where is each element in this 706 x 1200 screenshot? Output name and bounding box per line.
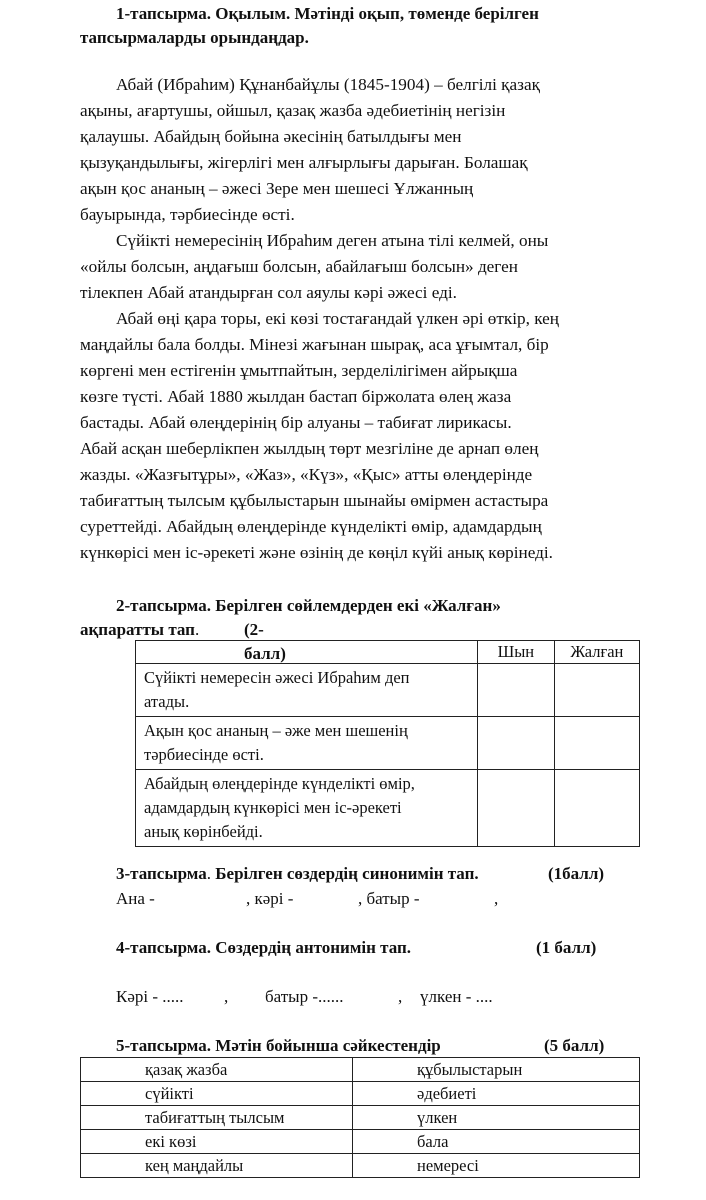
statement-cell (136, 770, 478, 847)
matching-table (80, 1057, 640, 1178)
task2-points: (2-балл) (244, 620, 286, 663)
statement-line: анық көрінбейді. (144, 822, 263, 841)
table-header-cell: Жалған (554, 641, 639, 664)
task3-heading-text: Берілген сөздердің синонимін тап. (211, 864, 479, 883)
task1-heading (116, 2, 539, 26)
text-line: бауырында, тәрбиесінде өсті. (80, 205, 295, 224)
text-line: «ойлы болсын, аңдағыш болсын, абайлағыш болсын» деген (80, 257, 518, 276)
table-row (136, 717, 640, 770)
text-line: Абай асқан шеберлікпен жылдың төрт мезгіліне де арнап өлең (80, 439, 539, 458)
task2-heading-cont (80, 618, 286, 663)
task3-heading (116, 864, 479, 884)
task2-heading (116, 594, 501, 618)
table-row (81, 1082, 640, 1106)
match-left-cell: табиғаттың тылсым (81, 1106, 353, 1130)
statement-line: атады. (144, 692, 190, 711)
text-line: суреттейді. Абайдың өлеңдерінде күнделікті өмір, адамдардың (80, 517, 542, 536)
table-row (81, 1106, 640, 1130)
statement-line: адамдардың күнкөрісі мен іс-әрекеті (144, 798, 402, 817)
answer-cell-true[interactable] (477, 664, 554, 717)
text-line: қалаушы. Абайдың бойына әкесінің батылдығы мен (80, 127, 462, 146)
task5-heading: 5-тапсырма. Мәтін бойынша сәйкестендір (116, 1036, 441, 1055)
text-line: жазды. «Жазғытұры», «Жаз», «Күз», «Қыс» атты өлеңдерінде (80, 465, 533, 484)
table-row (81, 1058, 640, 1082)
match-left-cell: сүйікті (81, 1082, 353, 1106)
answer-cell-false[interactable] (554, 664, 639, 717)
statement-line: Абайдың өлеңдерінде күнделікті өмір, (144, 774, 415, 793)
task2-heading-line1: 2-тапсырма. Берілген сөйлемдерден екі «Жалған» (116, 596, 501, 615)
match-left-cell: екі көзі (81, 1130, 353, 1154)
text-line: күнкөрісі мен іс-әрекеті және өзінің де көңіл күйі анық көрінеді. (80, 543, 553, 562)
task3-word: , батыр - (358, 889, 420, 908)
text-line: көзге түсті. Абай 1880 жылдан бастап біржолата өлең жаза (80, 387, 512, 406)
task4-word: үлкен - .... (420, 987, 493, 1006)
text-line: Абай (Ибраһим) Құнанбайұлы (1845-1904) – белгілі қазақ (116, 75, 540, 94)
answer-cell-true[interactable] (477, 770, 554, 847)
true-false-table (135, 640, 640, 847)
table-row (136, 770, 640, 847)
answer-cell-false[interactable] (554, 717, 639, 770)
table-row (81, 1130, 640, 1154)
match-left-cell: кең маңдайлы (81, 1154, 353, 1178)
statement-line: Сүйікті немересін әжесі Ибраһим деп (144, 668, 410, 687)
match-right-cell: үлкен (353, 1106, 640, 1130)
task3-points: (1балл) (548, 864, 605, 883)
task4-word: Кәрі - ..... (116, 987, 184, 1006)
table-header-cell: Шын (477, 641, 554, 664)
task4-separator: , (398, 987, 403, 1006)
task4-word: батыр -...... (265, 987, 344, 1006)
match-right-cell: бала (353, 1130, 640, 1154)
match-right-cell: немересі (353, 1154, 640, 1178)
text-line: ақыны, ағартушы, ойшыл, қазақ жазба әдебиетінің негізін (80, 101, 506, 120)
task4-separator: , (224, 987, 229, 1006)
match-right-cell: құбылыстарын (353, 1058, 640, 1082)
task1-heading-line2: тапсырмаларды орындаңдар. (80, 28, 309, 47)
task2-heading-line2: ақпаратты тап (80, 620, 195, 639)
task1-paragraph-1 (80, 72, 650, 566)
text-line: көргені мен естігенін ұмытпайтын, зерделілігімен айрықша (80, 361, 518, 380)
text-line: Сүйікті немересінің Ибраһим деген атына тілі келмей, оны (116, 231, 549, 250)
table-header-cell (136, 641, 478, 664)
task3-word: , (494, 889, 499, 908)
task5-points: (5 балл) (544, 1036, 605, 1055)
text-line: тілекпен Абай атандырған сол аяулы кәрі әжесі еді. (80, 283, 457, 302)
task4-points: (1 балл) (536, 938, 597, 957)
match-right-cell: әдебиеті (353, 1082, 640, 1106)
text-line: бастады. Абай өлеңдерінің бір алуаны – табиғат лирикасы. (80, 413, 512, 432)
answer-cell-false[interactable] (554, 770, 639, 847)
task3-heading-dot: . (206, 864, 212, 883)
statement-cell (136, 664, 478, 717)
text-line: табиғаттың тылсым құбылыстарын шынайы өмірмен астастыра (80, 491, 549, 510)
text-line: ақын қос ананың – әжесі Зере мен шешесі Ұлжанның (80, 179, 474, 198)
task1-heading-line1: 1-тапсырма. Оқылым. Мәтінді оқып, төменде берілген (116, 4, 539, 23)
table-row (81, 1154, 640, 1178)
statement-cell (136, 717, 478, 770)
text-line: қызуқандылығы, жігерлігі мен алғырлығы дарыған. Болашақ (80, 153, 528, 172)
table-header-row (136, 641, 640, 664)
table-row (136, 664, 640, 717)
task1-heading-cont (80, 26, 309, 50)
task4-heading: 4-тапсырма. Сөздердің антонимін тап. (116, 938, 412, 957)
task3-word: Ана - (116, 889, 155, 908)
text-line: маңдайлы бала болды. Мінезі жағынан шырақ, аса ұғымтал, бір (80, 335, 549, 354)
answer-cell-true[interactable] (477, 717, 554, 770)
match-left-cell: қазақ жазба (81, 1058, 353, 1082)
task3-word: , кәрі - (246, 889, 294, 908)
text-line: Абай өңі қара торы, екі көзі тостағандай үлкен әрі өткір, кең (116, 309, 559, 328)
task3-heading-label: 3-тапсырма (116, 864, 207, 883)
statement-line: Ақын қос ананың – әже мен шешенің (144, 721, 408, 740)
task2-heading-dot: . (194, 620, 200, 639)
statement-line: тәрбиесінде өсті. (144, 745, 264, 764)
